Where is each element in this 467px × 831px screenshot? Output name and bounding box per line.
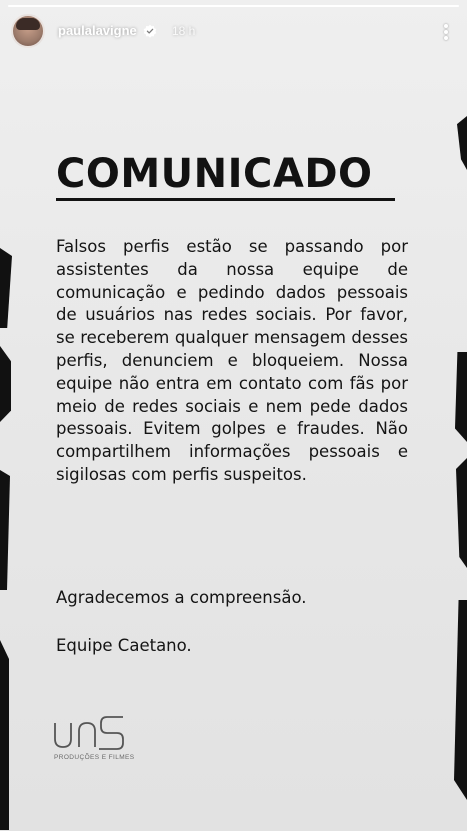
decorative-edge-shape [0,248,12,328]
decorative-edge-shape [457,116,467,170]
page-title: COMUNICADO [56,151,373,197]
timestamp: 18 h [172,24,196,38]
decorative-edge-shape [0,346,11,422]
title-underline [56,198,395,201]
logo-subtitle: PRODUÇÕES E FILMES [54,754,135,761]
decorative-edge-shape [456,458,467,568]
decorative-edge-shape [0,640,9,830]
username[interactable]: paulalavigne [58,23,137,38]
announcement-body: Falsos perfis estão se passando por assistentes da nossa equipe de comunicação e pedindo dados pessoais de usuários nas redes sociais. Por favor, se receberem qualquer mensagem desses perfis, denunciem e bloqueiem. Nossa equipe não entra em contato com fãs por meio de redes sociais e nem pede dados pessoais. Evitem golpes e fraudes. Não compartilhem informações pessoais e sigilosas com perfis suspeitos. [56,237,408,484]
verified-badge-icon [143,24,157,38]
decorative-edge-shape [455,352,467,442]
decorative-edge-shape [0,470,10,590]
story-header [0,14,467,56]
avatar-hair [16,18,40,30]
story-progress-fill [8,5,459,7]
avatar[interactable] [11,14,45,48]
signature-text: Equipe Caetano. [56,636,192,655]
more-vertical-icon[interactable] [443,24,449,44]
story-progress-bar [8,5,459,7]
thanks-text: Agradecemos a compreensão. [56,588,307,607]
decorative-edge-shape [454,600,467,800]
